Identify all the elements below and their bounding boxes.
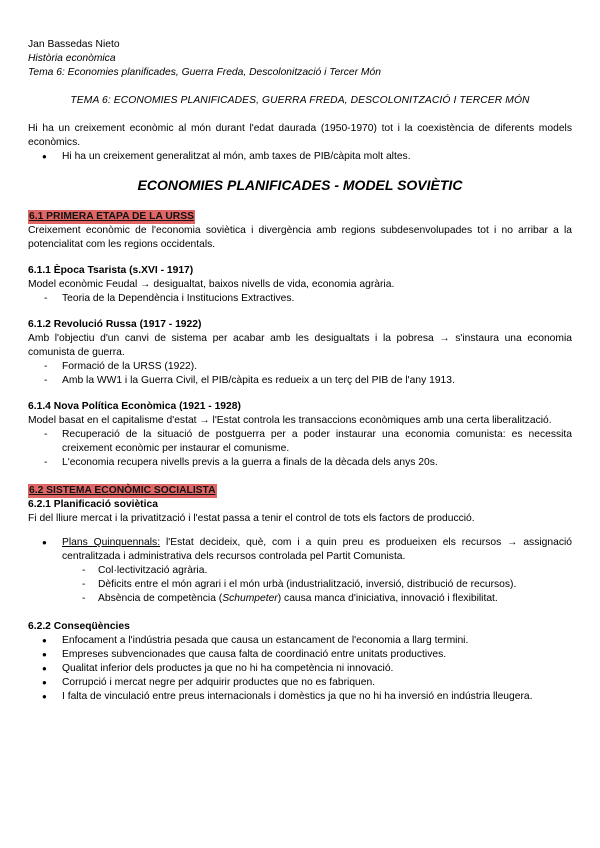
intro-paragraph: Hi ha un creixement econòmic al món durant l'edat daurada (1950-1970) tot i la coexistència de diferents models econòmics. bbox=[28, 123, 572, 148]
list-item bbox=[28, 536, 572, 564]
emphasis-text: Schumpeter bbox=[222, 593, 278, 604]
topic-name: Tema 6: Economies planificades, Guerra Freda, Descolonització i Tercer Món bbox=[28, 67, 381, 78]
bullet-list bbox=[28, 634, 572, 704]
subsection-text: Model econòmic Feudal → desigualtat, baixos nivells de vida, economia agrària. bbox=[28, 279, 395, 290]
list-item: - Recuperació de la situació de postguerra per a poder instaurar una economia comunista: es necessita creixement econòmic per instaurar el comunisme. bbox=[28, 428, 572, 456]
list-item: ● Enfocament a l'indústria pesada que causa un estancament de l'economia a llarg termini. bbox=[28, 634, 572, 648]
section-heading-6-2: 6.2 SISTEMA ECONÒMIC SOCIALISTA bbox=[29, 485, 216, 496]
author-name: Jan Bassedas Nieto bbox=[28, 39, 120, 50]
list-item: - L'economia recupera nivells previs a la guerra a finals de la dècada dels anys 20s. bbox=[28, 456, 572, 470]
dash-list bbox=[28, 564, 572, 606]
list-item: - Dèficits entre el món agrari i el món urbà (industrialització, inversió, distribució de recursos). bbox=[28, 578, 572, 592]
list-item: ● Empreses subvencionades que causa falta de coordinació entre unitats productives. bbox=[28, 648, 572, 662]
intro-list bbox=[28, 150, 572, 164]
list-item: - Col·lectivització agrària. bbox=[28, 564, 572, 578]
subsection-title-6-2-2: 6.2.2 Conseqüències bbox=[28, 621, 130, 632]
subsection-title-6-2-1: 6.2.1 Planificació soviètica bbox=[28, 499, 158, 510]
list-item: ● I falta de vinculació entre preus internacionals i domèstics ja que no hi ha inversió en indústria lleugera. bbox=[28, 690, 572, 704]
list-item: ● Hi ha un creixement generalitzat al món, amb taxes de PIB/càpita molt altes. bbox=[28, 150, 572, 164]
document-header bbox=[28, 38, 572, 80]
subsection-title-6-1-1: 6.1.1 Època Tsarista (s.XVI - 1917) bbox=[28, 265, 194, 276]
document-title: TEMA 6: ECONOMIES PLANIFICADES, GUERRA FREDA, DESCOLONITZACIÓ I TERCER MÓN bbox=[70, 95, 530, 106]
section-title: ECONOMIES PLANIFICADES - MODEL SOVIÈTIC bbox=[137, 177, 463, 193]
section-6-1-text: Creixement econòmic de l'economia soviètica i divergència amb regions subdesenvolupades tot i no arribar a la potencialitat com les regions occidentals. bbox=[28, 225, 572, 250]
dash-list bbox=[28, 428, 572, 470]
section-heading-6-1: 6.1 PRIMERA ETAPA DE LA URSS bbox=[29, 211, 194, 222]
list-item: ● Qualitat inferior dels productes ja que no hi ha competència ni innovació. bbox=[28, 662, 572, 676]
dash-list bbox=[28, 292, 572, 306]
plans-text: l'Estat decideix, què, com i a quin preu es produeixen els recursos → assignació centralitzada i administrativa dels recursos controlada pel Partit Comunista. bbox=[62, 537, 572, 562]
list-item: - Amb la WW1 i la Guerra Civil, el PIB/càpita es redueix a un terç del PIB de l'any 1913. bbox=[28, 374, 572, 388]
subsection-text: Amb l'objectiu d'un canvi de sistema per acabar amb les desigualtats i la pobresa → s'instaura una economia comunista de guerra. bbox=[28, 333, 572, 358]
item-text: Absència de competència ( bbox=[98, 593, 223, 604]
subsection-text: Fi del lliure mercat i la privatització i l'estat passa a tenir el control de tots els factors de producció. bbox=[28, 513, 475, 524]
subsection-title-6-1-2: 6.1.2 Revolució Russa (1917 - 1922) bbox=[28, 319, 202, 330]
item-text: ) causa manca d'iniciativa, innovació i flexibilitat. bbox=[277, 593, 498, 604]
list-item bbox=[28, 592, 572, 606]
list-item: - Teoria de la Dependència i Institucions Extractives. bbox=[28, 292, 572, 306]
subject-name: Història econòmica bbox=[28, 53, 116, 64]
list-item: - Formació de la URSS (1922). bbox=[28, 360, 572, 374]
subsection-text: Model basat en el capitalisme d'estat → l'Estat controla les transaccions econòmiques amb una certa liberalització. bbox=[28, 415, 552, 426]
subsection-title-6-1-4: 6.1.4 Nova Política Econòmica (1921 - 1928) bbox=[28, 401, 241, 412]
plans-label: Plans Quinquennals: bbox=[62, 537, 161, 548]
list-item: ● Corrupció i mercat negre per adquirir productes que no es fabriquen. bbox=[28, 676, 572, 690]
dash-list bbox=[28, 360, 572, 388]
bullet-list bbox=[28, 536, 572, 564]
